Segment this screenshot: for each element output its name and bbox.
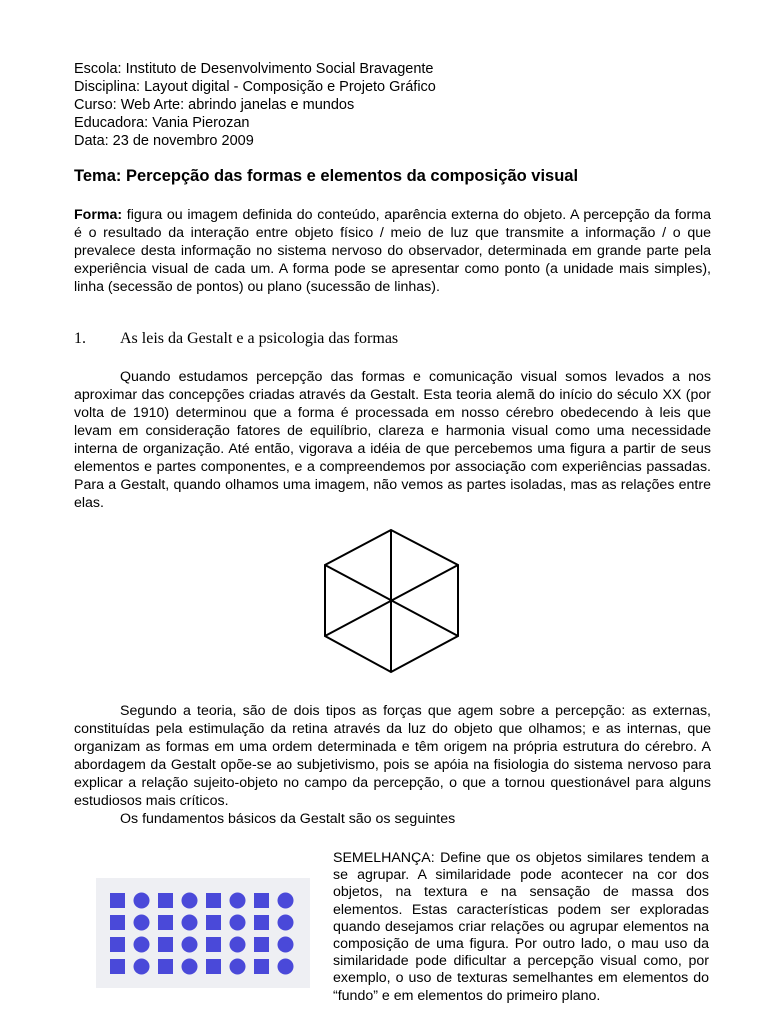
similarity-circle [182, 959, 198, 975]
similarity-circle [230, 893, 246, 909]
similarity-square [158, 937, 173, 952]
similarity-square [158, 893, 173, 908]
similarity-square [158, 915, 173, 930]
similarity-square [110, 959, 125, 974]
document-header [74, 60, 436, 150]
section-number: 1. [74, 330, 86, 347]
paragraph-quando: Quando estudamos percepção das formas e comunicação visual somos levados a nos aproximar das concepções criadas através da Gestalt. Esta teoria alemã do início do século XX (por volta de 1910) determinou que a forma é processada em nosso cérebro obedecendo à leis que levam em consideração fatores de equilíbrio, clareza e harmonia visual como uma necessidade interna de organização. Até então, vigorava a idéia de que percebemos uma figura a partir de seus elementos e partes componentes, e a compreendemos por associação com experiências passadas. Para a Gestalt, quando olhamos uma imagem, não vemos as partes isoladas, mas as relações entre elas. [74, 369, 711, 511]
section-heading-gestalt [74, 330, 398, 348]
similarity-circle [182, 893, 198, 909]
hexagon-figure [323, 528, 463, 674]
similarity-square [110, 893, 125, 908]
tema-heading: Tema: Percepção das formas e elementos da composição visual [74, 167, 579, 185]
similarity-background [96, 878, 310, 988]
similarity-square [110, 915, 125, 930]
similarity-square [254, 893, 269, 908]
header-escola: Escola: Instituto de Desenvolvimento Social Bravagente [74, 61, 434, 77]
paragraph-segundo: Segundo a teoria, são de dois tipos as forças que agem sobre a percepção: as externas, constituídas pela estimulação da retina através da luz do objeto que olhamos; e as internas, que organizam as formas em uma ordem determinada e têm origem na própria estrutura do cérebro. A abordagem da Gestalt opõe-se ao subjetivismo, pois se apóia na fisiologia do sistema nervoso para explicar a relação sujeito-objeto no campo da percepção, o que a tornou questionável para alguns estudiosos mais críticos. [74, 703, 711, 809]
similarity-square [206, 959, 221, 974]
similarity-circle [278, 893, 294, 909]
similarity-circle [278, 915, 294, 931]
header-educadora: Educadora: Vania Pierozan [74, 115, 250, 131]
header-curso: Curso: Web Arte: abrindo janelas e mundos [74, 97, 355, 113]
section-title-text: As leis da Gestalt e a psicologia das formas [120, 330, 399, 347]
similarity-square [254, 937, 269, 952]
similarity-figure [96, 878, 310, 988]
similarity-circle [230, 959, 246, 975]
similarity-square [158, 959, 173, 974]
document-page [74, 0, 711, 1024]
similarity-square [110, 937, 125, 952]
similarity-circle [182, 915, 198, 931]
similarity-square [254, 915, 269, 930]
similarity-square [254, 959, 269, 974]
similarity-circle [134, 893, 150, 909]
header-data: Data: 23 de novembro 2009 [74, 133, 254, 149]
similarity-circle [134, 915, 150, 931]
similarity-circle [182, 937, 198, 953]
similarity-circle [230, 915, 246, 931]
header-disciplina: Disciplina: Layout digital - Composição e Projeto Gráfico [74, 79, 436, 95]
similarity-square [206, 915, 221, 930]
paragraph-fundamentos: Os fundamentos básicos da Gestalt são os seguintes [120, 811, 456, 827]
forma-paragraph [74, 206, 711, 296]
similarity-square [206, 937, 221, 952]
similarity-circle [230, 937, 246, 953]
forma-label: Forma: [74, 207, 123, 223]
similarity-square [206, 893, 221, 908]
similarity-circle [134, 937, 150, 953]
similarity-circle [278, 937, 294, 953]
paragraph-semelhanca: SEMELHANÇA: Define que os objetos similares tendem a se agrupar. A similaridade pode acontecer na cor dos objetos, na textura e na sensação de massa dos elementos. Estas características podem ser exploradas quando desejamos criar relações ou agrupar elementos na composição de uma figura. Por outro lado, o mau uso da similaridade pode dificultar a percepção visual como, por exemplo, o uso de texturas semelhantes em elementos do “fundo” e em elementos do primeiro plano. [333, 850, 709, 1004]
forma-text: figura ou imagem definida do conteúdo, aparência externa do objeto. A percepção da forma é o resultado da interação entre objeto físico / meio de luz que transmite a informação / o que prevalece desta informação no sistema nervoso do observador, determinada em grande parte pela experiência visual de cada um. A forma pode se apresentar como ponto (a unidade mais simples), linha (secessão de pontos) ou plano (sucessão de linhas). [74, 207, 711, 295]
similarity-circle [134, 959, 150, 975]
similarity-circle [278, 959, 294, 975]
